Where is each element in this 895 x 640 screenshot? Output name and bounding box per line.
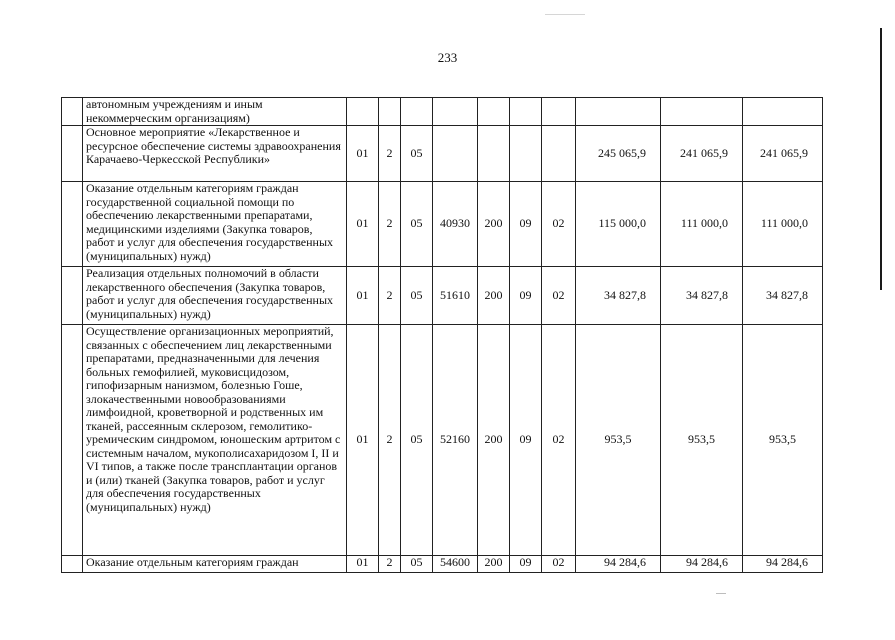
code-cell-c6: 09 [510,182,542,267]
row-number-cell [62,556,83,573]
amount-cell-v1: 245 065,9 [576,126,661,182]
description-cell: автономным учреждениям и иным некоммерческим организациям) [83,98,347,126]
table-row [62,556,823,573]
amount-cell-v3 [743,98,823,126]
code-cell-c5: 200 [478,182,510,267]
page-edge-bar [880,28,882,290]
row-number-cell [62,98,83,126]
amount-cell-v3: 241 065,9 [743,126,823,182]
code-cell-c6 [510,98,542,126]
code-cell-c3: 05 [401,182,433,267]
code-cell-c1 [347,98,379,126]
code-cell-c4: 54600 [433,556,478,573]
code-cell-c1: 01 [347,126,379,182]
amount-cell-v1: 94 284,6 [576,556,661,573]
code-cell-c2: 2 [379,556,401,573]
table-row [62,98,823,126]
amount-cell-v1: 115 000,0 [576,182,661,267]
amount-cell-v3: 111 000,0 [743,182,823,267]
scan-artifact-dot [716,593,726,594]
budget-table [61,97,823,573]
row-number-cell [62,325,83,556]
code-cell-c1: 01 [347,267,379,325]
code-cell-c5: 200 [478,556,510,573]
code-cell-c7: 02 [542,182,576,267]
amount-cell-v1: 953,5 [576,325,661,556]
description-cell: Оказание отдельным категориям граждан государственной социальной помощи по обеспечению лекарственными препаратами, медицинскими изделиями (Закупка товаров, работ и услуг для обеспечения государственных (муниципальных) нужд) [83,182,347,267]
amount-cell-v3: 94 284,6 [743,556,823,573]
scan-artifact-line [545,14,585,15]
amount-cell-v1: 34 827,8 [576,267,661,325]
table-row [62,325,823,556]
code-cell-c1: 01 [347,325,379,556]
code-cell-c6: 09 [510,325,542,556]
code-cell-c5: 200 [478,267,510,325]
code-cell-c2: 2 [379,126,401,182]
code-cell-c1: 01 [347,182,379,267]
code-cell-c3 [401,98,433,126]
code-cell-c3: 05 [401,325,433,556]
code-cell-c4 [433,98,478,126]
amount-cell-v1 [576,98,661,126]
amount-cell-v3: 953,5 [743,325,823,556]
code-cell-c4 [433,126,478,182]
table-row [62,267,823,325]
code-cell-c5 [478,98,510,126]
code-cell-c5: 200 [478,325,510,556]
code-cell-c3: 05 [401,556,433,573]
amount-cell-v2: 111 000,0 [661,182,743,267]
row-number-cell [62,182,83,267]
code-cell-c1: 01 [347,556,379,573]
amount-cell-v3: 34 827,8 [743,267,823,325]
table-row [62,126,823,182]
code-cell-c3: 05 [401,126,433,182]
page-number: 233 [437,50,458,65]
code-cell-c2 [379,98,401,126]
table-row [62,182,823,267]
code-cell-c4: 40930 [433,182,478,267]
code-cell-c7: 02 [542,267,576,325]
amount-cell-v2: 94 284,6 [661,556,743,573]
amount-cell-v2 [661,98,743,126]
code-cell-c6 [510,126,542,182]
code-cell-c6: 09 [510,267,542,325]
description-cell: Осуществление организационных мероприятий, связанных с обеспечением лиц лекарственными препаратами, предназначенными для лечения больных гемофилией, муковисцидозом, гипофизарным нанизмом, болезнью Гоше, злокачественными новообразованиями лимфоидной, кроветворной и родственных им тканей, рассеянным склерозом, гемолитико-уремическим синдромом, юношеским артритом с системным началом, мукополисахаридозом I, II и VI типов, а также после трансплантации органов и (или) тканей (Закупка товаров, работ и услуг для обеспечения государственных (муниципальных) нужд) [83,325,347,556]
code-cell-c2: 2 [379,182,401,267]
code-cell-c3: 05 [401,267,433,325]
code-cell-c7 [542,98,576,126]
row-number-cell [62,267,83,325]
table-body [62,98,823,573]
code-cell-c2: 2 [379,267,401,325]
description-cell: Оказание отдельным категориям граждан [83,556,347,573]
code-cell-c7: 02 [542,325,576,556]
code-cell-c6: 09 [510,556,542,573]
row-number-cell [62,126,83,182]
description-cell: Основное мероприятие «Лекарственное и ресурсное обеспечение системы здравоохранения Карачаево-Черкесской Республики» [83,126,347,182]
code-cell-c4: 51610 [433,267,478,325]
code-cell-c7: 02 [542,556,576,573]
amount-cell-v2: 953,5 [661,325,743,556]
code-cell-c5 [478,126,510,182]
code-cell-c7 [542,126,576,182]
code-cell-c4: 52160 [433,325,478,556]
amount-cell-v2: 34 827,8 [661,267,743,325]
code-cell-c2: 2 [379,325,401,556]
description-cell: Реализация отдельных полномочий в области лекарственного обеспечения (Закупка товаров, работ и услуг для обеспечения государственных (муниципальных) нужд) [83,267,347,325]
amount-cell-v2: 241 065,9 [661,126,743,182]
